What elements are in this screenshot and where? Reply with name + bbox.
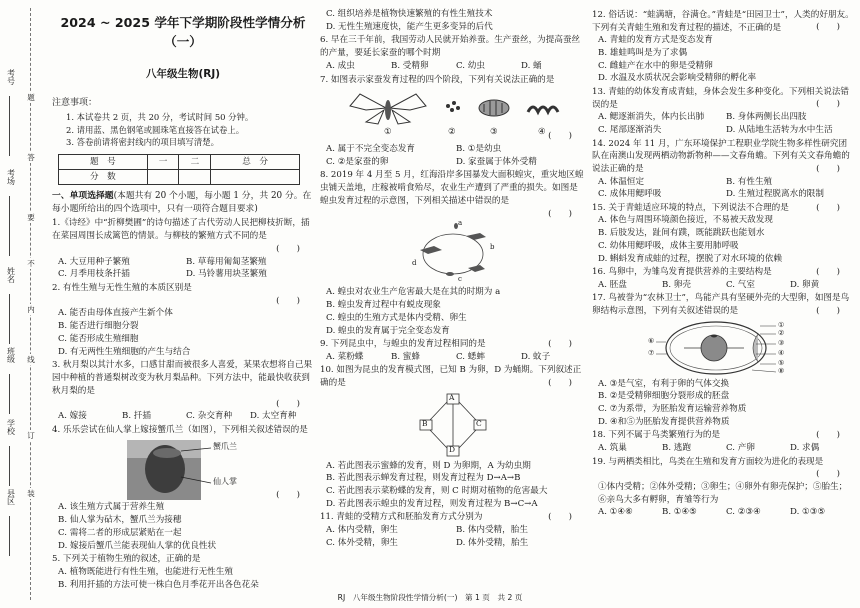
option: B. 蜜蜂	[391, 351, 420, 362]
option: C. 需将二者的形成层紧贴在一起	[58, 527, 182, 538]
option: C. 体外受精，卵生	[326, 537, 398, 548]
option: B. ①是幼虫	[456, 144, 502, 155]
option: D. 无性生殖速度快，能产生更多变异的后代	[326, 21, 493, 32]
score-row-label: 分 数	[59, 170, 148, 185]
option: B. ①④⑤	[662, 507, 697, 518]
figure-label: c	[458, 275, 462, 284]
score-table	[58, 154, 300, 185]
option: A. 大豆用种子繁殖	[58, 256, 130, 267]
question-14: 14. 2024 年 11 月，广东环境保护工程职业学院生物多样性研究团队在南澳山发现两栖动物新物种——文春角蟾。下列有关文春角蟾的说法正确的是 ( ) A. 体温恒定 B. 有性生殖 C. 成体用鳃呼吸 D. 生殖过程脱离水的限制	[592, 138, 854, 201]
field-line	[9, 374, 10, 414]
option: B. 能否进行细胞分裂	[58, 321, 139, 332]
seal-mark: 要	[27, 213, 35, 222]
answer-paren[interactable]: ( )	[816, 99, 840, 110]
option: C. 幼虫	[456, 60, 485, 71]
field-line	[9, 294, 10, 344]
figure-label: ④	[538, 127, 546, 138]
question-18: 18. 下列不属于鸟类繁殖行为的是 ( ) A. 筑巢 B. 逃跑 C. 产卵 D. 求偶	[592, 429, 854, 454]
option: D. ④和⑤为胚胎发育提供营养物质	[598, 416, 730, 427]
option: A. 体色与周围环境颜色接近，不易被天敌发现	[598, 215, 773, 226]
question-6: 6. 早在三千年前，我国劳动人民就开始养蚕。生产蚕丝，为提高蚕丝的产量，要延长家蚕的哪个时期 A. 成虫 B. 受精卵 C. 幼虫 D. 蛹	[320, 34, 586, 72]
score-header: 一	[147, 155, 179, 170]
option: D. 若此图表示蝗虫的发育过程，则发育过程为 B→C→A	[326, 498, 538, 509]
field-line	[9, 446, 10, 486]
answer-paren[interactable]: ( )	[548, 208, 572, 219]
figure-label: b	[490, 243, 495, 252]
option: D. 马铃薯用块茎繁殖	[186, 269, 267, 280]
field-label-room: 考场	[7, 169, 15, 187]
score-header: 总 分	[211, 155, 300, 170]
seal-mark: 题	[27, 93, 35, 102]
option: C. 若此图表示菜粉蝶的发育，则 C 时期对植物的危害最大	[326, 485, 548, 496]
score-header: 题 号	[59, 155, 148, 170]
seal-mark: 装	[27, 489, 35, 498]
question-17: 17. 鸟被誉为“农林卫士”，鸟能产具有坚硬外壳的大型卵，如图是鸟卵结构示意图，下列有关叙述错误的是 ( ) ① ② ③ ④ ⑤ ⑥ ⑦ ⑧ A. ③是气室，有利于卵的气体交换 B. ②是受精卵细胞分裂形成的胚盘 C. ⑦为系带，为胚胎发育运输营养物质 D. ④和⑤为胚胎发育提供营养物质	[592, 292, 854, 428]
figure-label: ②	[448, 127, 456, 138]
score-header: 二	[179, 155, 211, 170]
notice-item: 2. 请用蓝、黑色钢笔或圆珠笔直接答在试卷上。	[66, 124, 245, 135]
silkworm-figure	[338, 88, 568, 140]
question-2: 2. 有性生殖与无性生殖的本质区别是 ( ) A. 能否由母体直接产生新个体 B. 能否进行细胞分裂 C. 能否形成生殖细胞 D. 有无两性生殖细胞的产生与结合	[52, 282, 314, 358]
option: D. 家蚕属于体外受精	[456, 156, 537, 167]
option: D. 卵黄	[790, 279, 820, 290]
option: B. 蝗虫发育过程中有蜕皮现象	[326, 300, 441, 311]
option: B. 扦插	[122, 411, 151, 422]
question-16: 16. 鸟卵中，为雏鸟发育提供营养的主要结构是 ( ) A. 胚盘 B. 卵壳 C. 气室 D. 卵黄	[592, 266, 854, 291]
field-line	[9, 516, 10, 556]
option: C. 月季用枝条扦插	[58, 269, 130, 280]
score-cell[interactable]	[179, 170, 211, 185]
option: B. 若此图表示蝉发育过程，则发育过程为 D→A→B	[326, 473, 521, 484]
page-subtitle: 八年级生物(RJ)	[145, 68, 221, 81]
column-2	[320, 8, 586, 549]
answer-paren[interactable]: ( )	[816, 469, 840, 480]
silkworm-stages	[338, 88, 568, 128]
page-footer: RJ 八年级生物阶段性学情分析(一) 第 1 页 共 2 页	[337, 593, 523, 602]
figure-label: a	[458, 219, 463, 228]
field-line	[9, 196, 10, 256]
figure-label: B	[422, 418, 428, 428]
option: D. 从陆地生活转为水中生活	[726, 124, 833, 135]
question-4: 4. 乐乐尝试在仙人掌上嫁接蟹爪兰（如图），下列相关叙述错误的是 蟹爪兰 仙人掌 ( ) A. 该生殖方式属于营养生殖 B. 仙人掌为砧木，蟹爪兰为接穗 C. 需将二者的形成层紧贴在一起 D. 嫁接后蟹爪兰能表现仙人掌的优良性状	[52, 424, 314, 552]
question-10: 10. 如图为昆虫的发育模式图，已知 B 为卵，D 为蛹期。下列叙述正确的是 ( ) A B C D A. 若此图表示蜜蜂的发育，则 D 为卵期，A 为幼虫期 B. 若此图表示蝉发育过程，则发育过程为 D→A→B C. 若此图表示菜粉蝶的发育，则 C 时期对植物的危害最大 D. 若此图表示蝗虫的发育过程，则发育过程为 B→C→A	[320, 364, 586, 510]
answer-paren[interactable]: ( )	[816, 163, 840, 174]
figure-label: ④	[778, 348, 785, 357]
question-5: 5. 下列关于植物生殖的叙述，正确的是 A. 植物既能进行有性生殖，也能进行无性生殖 B. 利用扦插的方法可使一株白色月季花开出各色花朵	[52, 553, 314, 591]
option: B. 草莓用匍匐茎繁殖	[186, 256, 267, 267]
option: C. 幼体用鳃呼吸，成体主要用肺呼吸	[598, 240, 739, 251]
option: D. 蚊子	[521, 351, 551, 362]
larva-icon	[528, 107, 558, 112]
answer-paren[interactable]: ( )	[816, 266, 840, 277]
figure-label: ⑦	[648, 348, 655, 357]
option: D. 蛹	[521, 60, 542, 71]
figure-label: D	[449, 444, 456, 454]
option: D. 水温及水质状况会影响受精卵的孵化率	[598, 73, 757, 84]
pupa-icon	[479, 100, 509, 116]
answer-paren[interactable]: ( )	[276, 398, 300, 409]
seal-mark: 线	[27, 355, 35, 364]
option: C. 成体用鳃呼吸	[598, 189, 662, 200]
seal-mark: 内	[27, 305, 35, 314]
option: D. 生殖过程脱离水的限制	[726, 189, 824, 200]
option: B. 后肢发达，趾间有蹼，既能跳跃也能划水	[598, 228, 765, 239]
option: A. 菜粉蝶	[326, 351, 364, 362]
figure-label: ⑧	[778, 366, 785, 375]
question-3: 3. 秋月梨以其汁水多，口感甘甜而被很多人喜爱，某果农想将自己果园中种植的普通梨树改变为秋月梨品种。下列方法中，能最快收获到秋月梨的是 ( ) A. 嫁接 B. 扦插 C. 杂交育种 D. 太空育种	[52, 360, 313, 422]
eggs-icon	[446, 101, 460, 112]
answer-paren[interactable]: ( )	[816, 430, 840, 441]
score-cell[interactable]	[211, 170, 300, 185]
moth-icon	[350, 94, 426, 124]
option: D. 有无两性生殖细胞的产生与结合	[58, 346, 191, 357]
field-label-class: 班级	[7, 347, 15, 365]
option: A. 该生殖方式属于营养生殖	[58, 502, 165, 513]
graft-figure	[93, 439, 273, 501]
option: D. 太空育种	[250, 411, 297, 422]
option: D. 嫁接后蟹爪兰能表现仙人掌的优良性状	[58, 540, 217, 551]
option: D. 求偶	[790, 442, 820, 453]
notice	[52, 97, 314, 149]
figure-label: C	[476, 418, 482, 428]
answer-paren[interactable]: ( )	[548, 377, 572, 388]
option: A. 属于不完全变态发育	[326, 144, 416, 155]
option: B. 有性生殖	[726, 176, 773, 187]
figure-label: A	[449, 392, 455, 402]
option: C. 组织培养是植物快速繁殖的有性生殖技术	[326, 9, 493, 19]
page-title: 2024 ~ 2025 学年下学期阶段性学情分析（一）	[60, 15, 306, 49]
question-extra: ①体内受精；②体外受精；③卵生；④卵外有卵壳保护；⑤胎生；⑥亲鸟大多有孵卵，育雏等行为	[598, 482, 848, 505]
figure-label: ⑥	[648, 336, 655, 345]
option: C. 气室	[726, 279, 755, 290]
seal-mark: 订	[27, 431, 35, 440]
option: A. 体温恒定	[598, 176, 645, 187]
insect-cycle-figure	[418, 392, 488, 458]
notice-item: 3. 答卷前请将密封线内的项目填写清楚。	[66, 136, 220, 147]
option: C. 尾部逐渐消失	[598, 124, 662, 135]
question-11: 11. 青蛙的受精方式和胚胎发育方式分别为 ( ) A. 体内受精，卵生 B. 体内受精，胎生 C. 体外受精，卵生 D. 体外受精，胎生	[320, 511, 586, 549]
figure-label: ③	[778, 338, 785, 347]
answer-paren[interactable]: ( )	[276, 295, 300, 306]
locust-cycle-figure	[398, 219, 508, 284]
option: A. 成虫	[326, 60, 355, 71]
option: B. ②是受精卵细胞分裂形成的胚盘	[598, 391, 730, 402]
question-19: 19. 与两栖类相比，鸟类在生殖和发育方面较为进化的表现是 ( ) ①体内受精；②体外受精；③卵生；④卵外有卵壳保护；⑤胎生；⑥亲鸟大多有孵卵，育雏等行为 A. ①④⑥ B. ①④⑤ C. ②③④ D. ①③⑤	[592, 456, 854, 520]
option: A. 体内受精，卵生	[326, 524, 398, 535]
question-12: 12. 俗话说：“蛙满塘，谷满仓。”青蛙是“田园卫士”，人类的好朋友。下列有关青蛙生殖和发育过程的描述，不正确的是 ( ) A. 青蛙的发育方式是变态发育 B. 雄蛙鸣叫是为了求偶 C. 雌蛙产在水中的卵是受精卵 D. 水温及水质状况会影响受精卵的孵化率	[592, 10, 854, 84]
answer-paren[interactable]: ( )	[816, 202, 840, 213]
question-9: 9. 下列昆虫中，与蝗虫的发育过程相同的是 ( ) A. 菜粉蝶 B. 蜜蜂 C. 蟋蟀 D. 蚊子	[320, 338, 586, 363]
notice-item: 1. 本试卷共 2 页，共 20 分，考试时间 50 分钟。	[66, 112, 254, 123]
option: B. 利用扦插的方法可使一株白色月季花开出各色花朵	[58, 579, 259, 590]
field-label-school: 学校	[7, 419, 15, 437]
option: C. ②③④	[726, 507, 761, 518]
answer-paren[interactable]: ( )	[548, 131, 572, 142]
option: B. 雄蛙鸣叫是为了求偶	[598, 47, 688, 58]
field-label-district: 县区	[7, 489, 15, 507]
answer-paren[interactable]: ( )	[276, 489, 300, 500]
figure-label: ①	[384, 127, 392, 138]
field-line	[9, 96, 10, 156]
score-cell[interactable]	[147, 170, 179, 185]
option: D. 蝗虫的发育属于完全变态发育	[326, 325, 450, 336]
option: A. 胚盘	[598, 279, 627, 290]
option: A. 青蛙的发育方式是变态发育	[598, 35, 713, 46]
option: C. ②是家蚕的卵	[326, 156, 389, 167]
option: D. 蝌蚪发育成蛙的过程，摆脱了对水环境的依赖	[598, 253, 782, 264]
seal-mark: 答	[27, 153, 35, 162]
figure-label: d	[412, 259, 417, 268]
locust-cycle	[398, 222, 508, 284]
option: D. 体外受精，胎生	[456, 537, 529, 548]
option: A. 蝗虫对农业生产危害最大是在其的时期为 a	[326, 287, 501, 298]
option: B. 体内受精，胎生	[456, 524, 528, 535]
option: D. ①③⑤	[790, 507, 826, 518]
answer-paren[interactable]: ( )	[548, 512, 572, 523]
option: A. 植物既能进行有性生殖，也能进行无性生殖	[58, 566, 233, 577]
figure-label: ⑤	[778, 358, 785, 367]
option: A. 嫁接	[58, 411, 87, 422]
notice-heading: 注意事项：	[52, 97, 98, 108]
column-3	[592, 8, 854, 519]
question-13: 13. 青蛙的幼体发育成青蛙，身体会发生多种变化。下列相关说法错误的是 ( ) A. 鳃逐渐消失，体内长出肺 B. 身体两侧长出四肢 C. 尾部逐渐消失 D. 从陆地生活转为水中生活	[592, 86, 854, 137]
question-7: 7. 如图表示家蚕发育过程的四个阶段，下列有关说法正确的是 ① ② ③ ④ ( ) A. 属于不完全变态发育 B. ①是幼虫 C. ②是家蚕的卵 D. 家蚕属于体外受精	[320, 74, 586, 169]
figure-label: 仙人掌	[213, 476, 237, 486]
option: C. 蟋蟀	[456, 351, 485, 362]
option: A. 鳃逐渐消失，体内长出肺	[598, 112, 705, 123]
figure-label: ③	[490, 127, 498, 138]
option: A. ①④⑥	[598, 507, 633, 518]
option: B. 卵壳	[662, 279, 691, 290]
figure-label: ②	[778, 328, 785, 337]
question-8: 8. 2019 年 4 月至 5 月，红海沿岸多国暴发大面积蝗灾，重灾地区蝗虫铺天盖地，庄稼被啃食殆尽，农业生产遭到了严重的损失。如图是蝗虫发育过程的示意图，下列相关描述中错误的是 ( ) a b c d A. 蝗虫对农业生产危害最大是在其的时期为 a B. 蝗虫发育过程中有蜕皮现象 C. 蝗虫的生殖方式是体内受精、卵生 D. 蝗虫的发育属于完全变态发育	[320, 169, 586, 337]
option: A. 若此图表示蜜蜂的发育，则 D 为卵期，A 为幼虫期	[326, 460, 531, 471]
option: C. ⑦为系带，为胚胎发育运输营养物质	[598, 404, 747, 414]
option: A. 筑巢	[598, 442, 627, 453]
answer-paren[interactable]: ( )	[816, 22, 840, 33]
question-1: 1.《诗经》中“折柳樊圃”的诗句描述了古代劳动人民把柳枝折断，插在菜园周围长成篱笆的情景。与柳枝的繁殖方式不同的是 ( ) A. 大豆用种子繁殖 B. 草莓用匍匐茎繁殖 C. 月季用枝条扦插 D. 马铃薯用块茎繁殖	[52, 217, 314, 281]
answer-paren[interactable]: ( )	[276, 243, 300, 254]
binding-strip	[0, 0, 46, 608]
graft-photo	[93, 439, 273, 501]
figure-label: 蟹爪兰	[213, 441, 237, 451]
column-1	[52, 8, 314, 591]
option: A. 能否由母体直接产生新个体	[58, 308, 173, 319]
seal-mark: 不	[27, 259, 35, 268]
answer-paren[interactable]: ( )	[816, 305, 840, 316]
option: C. 杂交育种	[186, 411, 233, 422]
option: B. 受精卵	[391, 60, 429, 71]
question-15: 15. 关于青蛙适应环境的特点，下列说法不合理的是 ( ) A. 体色与周围环境颜色接近，不易被天敌发现 B. 后肢发达，趾间有蹼，既能跳跃也能划水 C. 幼体用鳃呼吸，成体主要用肺呼吸 D. 蝌蚪发育成蛙的过程，摆脱了对水环境的依赖	[592, 202, 854, 265]
option: C. 雌蛙产在水中的卵是受精卵	[598, 60, 713, 71]
figure-label: ①	[778, 320, 785, 329]
option: C. 能否形成生殖细胞	[58, 333, 139, 344]
option: B. 逃跑	[662, 442, 691, 453]
option: C. 产卵	[726, 442, 755, 453]
field-label-name: 姓名	[7, 267, 15, 285]
section-heading: 一、单项选择题(本题共有 20 个小题，每小题 1 分，共 20 分。在每小题所给出的四个选项中，只有一项符合题目要求)	[52, 191, 312, 215]
option: A. ③是气室，有利于卵的气体交换	[598, 378, 730, 389]
option: B. 仙人掌为砧木，蟹爪兰为接穗	[58, 515, 182, 526]
option: B. 身体两侧长出四肢	[726, 112, 807, 123]
bird-egg-diagram	[648, 320, 798, 376]
option: C. 蝗虫的生殖方式是体内受精、卵生	[326, 312, 467, 323]
field-label-exam-no: 考号	[7, 69, 15, 87]
bird-egg-figure	[648, 320, 798, 376]
answer-paren[interactable]: ( )	[548, 338, 572, 349]
